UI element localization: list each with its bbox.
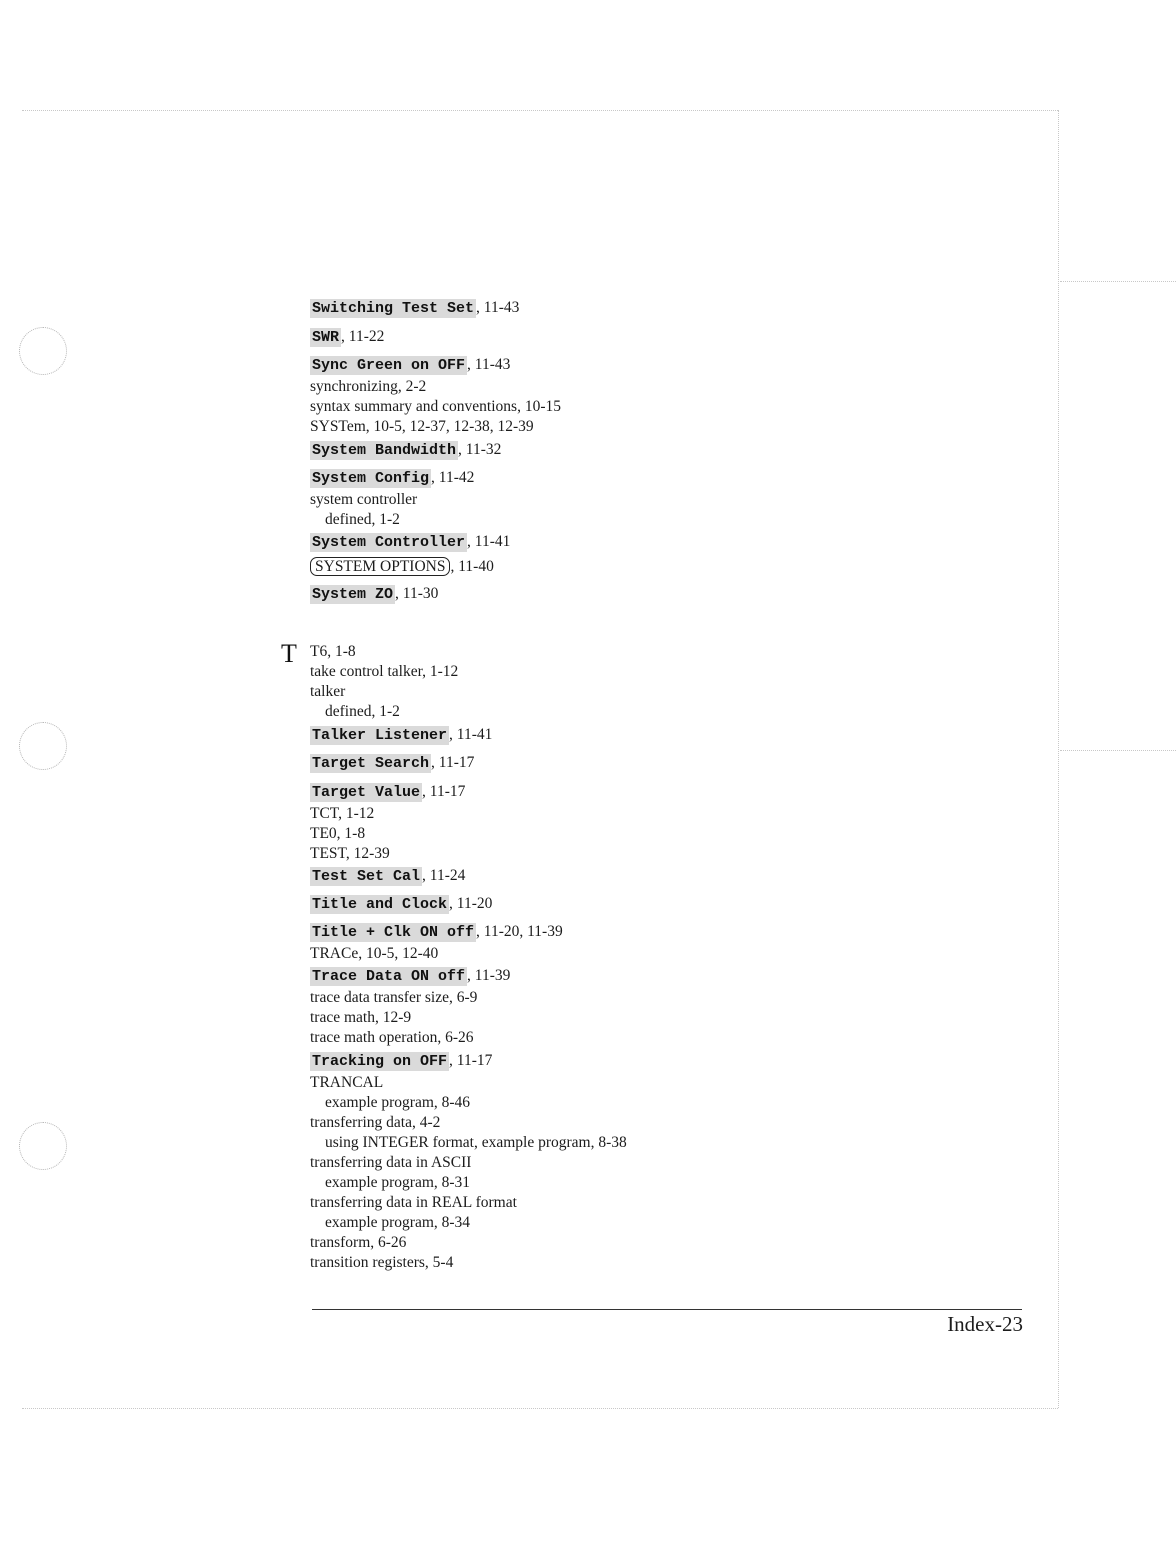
index-entry: transferring data in ASCII xyxy=(310,1154,472,1171)
index-entry xyxy=(310,355,510,376)
page-refs: , 11-42 xyxy=(431,469,475,486)
page-refs: , 11-20 xyxy=(449,895,493,912)
softkey-label: Test Set Cal xyxy=(312,868,421,885)
index-entry xyxy=(310,584,438,605)
tab-edge-lower xyxy=(1060,750,1176,751)
softkey-label: Sync Green on OFF xyxy=(312,357,466,374)
softkey-label: Target Value xyxy=(312,784,421,801)
index-entry xyxy=(310,532,510,553)
softkey-label: Title and Clock xyxy=(312,896,448,913)
punch-hole-middle xyxy=(19,722,67,770)
punch-hole-top xyxy=(19,327,67,375)
softkey-label: System ZO xyxy=(312,586,394,603)
index-entry xyxy=(310,922,563,943)
softkey-label: System Config xyxy=(312,470,430,487)
index-subentry: example program, 8-34 xyxy=(325,1214,471,1231)
page-refs: , 11-20, 11-39 xyxy=(476,923,563,940)
page-refs: , 11-40 xyxy=(450,558,494,575)
page-refs: , 11-24 xyxy=(422,867,466,884)
index-entry: trace data transfer size, 6-9 xyxy=(310,989,478,1006)
index-entry: talker xyxy=(310,683,346,700)
index-entry xyxy=(310,725,492,746)
index-entry: TCT, 1-12 xyxy=(310,805,375,822)
index-entry: syntax summary and conventions, 10-15 xyxy=(310,398,561,415)
index-entry: transferring data in REAL format xyxy=(310,1194,517,1211)
softkey-label: System Bandwidth xyxy=(312,442,457,459)
page-refs: , 11-30 xyxy=(395,585,439,602)
index-entry xyxy=(310,327,384,348)
page-bottom-edge xyxy=(22,1408,1058,1409)
softkey-label: Title + Clk ON off xyxy=(312,924,475,941)
index-entry: TRACe, 10-5, 12-40 xyxy=(310,945,439,962)
index-entry xyxy=(310,440,501,461)
page-top-edge xyxy=(22,110,1058,111)
index-entry xyxy=(310,468,474,489)
index-entry: synchronizing, 2-2 xyxy=(310,378,427,395)
page-refs: , 11-39 xyxy=(467,967,511,984)
index-entry: TEST, 12-39 xyxy=(310,845,390,862)
index-subentry: defined, 1-2 xyxy=(325,511,400,528)
softkey-label: SWR xyxy=(312,329,340,346)
section-letter: T xyxy=(281,639,297,668)
index-entry: trace math, 12-9 xyxy=(310,1009,412,1026)
softkey-label: Trace Data ON off xyxy=(312,968,466,985)
index-entry: system controller xyxy=(310,491,418,508)
index-subentry: defined, 1-2 xyxy=(325,703,400,720)
softkey-label: Target Search xyxy=(312,755,430,772)
index-subentry: example program, 8-46 xyxy=(325,1094,471,1111)
page-refs: , 11-32 xyxy=(458,441,502,458)
index-entry: trace math operation, 6-26 xyxy=(310,1029,474,1046)
page-refs: , 11-41 xyxy=(467,533,511,550)
index-entry xyxy=(310,1051,492,1072)
softkey-label: Tracking on OFF xyxy=(312,1053,448,1070)
page-refs: , 11-22 xyxy=(341,328,385,345)
punch-hole-bottom xyxy=(19,1122,67,1170)
page-right-edge xyxy=(1058,110,1059,1408)
page-number: Index-23 xyxy=(947,1312,1023,1336)
index-entry xyxy=(310,298,519,319)
page-refs: , 11-43 xyxy=(467,356,511,373)
index-entry xyxy=(310,753,474,774)
index-entry: take control talker, 1-12 xyxy=(310,663,459,680)
tab-edge-upper xyxy=(1060,281,1176,282)
hardkey-label: SYSTEM OPTIONS xyxy=(310,557,450,576)
index-entry: TE0, 1-8 xyxy=(310,825,366,842)
index-entry: T6, 1-8 xyxy=(310,643,356,660)
page-refs: , 11-17 xyxy=(449,1052,493,1069)
index-entry: transferring data, 4-2 xyxy=(310,1114,441,1131)
softkey-label: Talker Listener xyxy=(312,727,448,744)
index-entry xyxy=(310,966,510,987)
index-entry xyxy=(310,557,494,577)
page-refs: , 11-43 xyxy=(476,299,520,316)
softkey-label: Switching Test Set xyxy=(312,300,475,317)
index-entry xyxy=(310,894,492,915)
index-entry: TRANCAL xyxy=(310,1074,384,1091)
index-entry: SYSTem, 10-5, 12-37, 12-38, 12-39 xyxy=(310,418,534,435)
page-refs: , 11-17 xyxy=(431,754,475,771)
index-subentry: example program, 8-31 xyxy=(325,1174,471,1191)
footer-rule xyxy=(312,1309,1022,1310)
softkey-label: System Controller xyxy=(312,534,466,551)
index-entry xyxy=(310,782,465,803)
index-entry: transition registers, 5-4 xyxy=(310,1254,454,1271)
page-refs: , 11-17 xyxy=(422,783,466,800)
index-entry: transform, 6-26 xyxy=(310,1234,407,1251)
page-refs: , 11-41 xyxy=(449,726,493,743)
index-entry xyxy=(310,866,465,887)
index-subentry: using INTEGER format, example program, 8-38 xyxy=(325,1134,627,1151)
